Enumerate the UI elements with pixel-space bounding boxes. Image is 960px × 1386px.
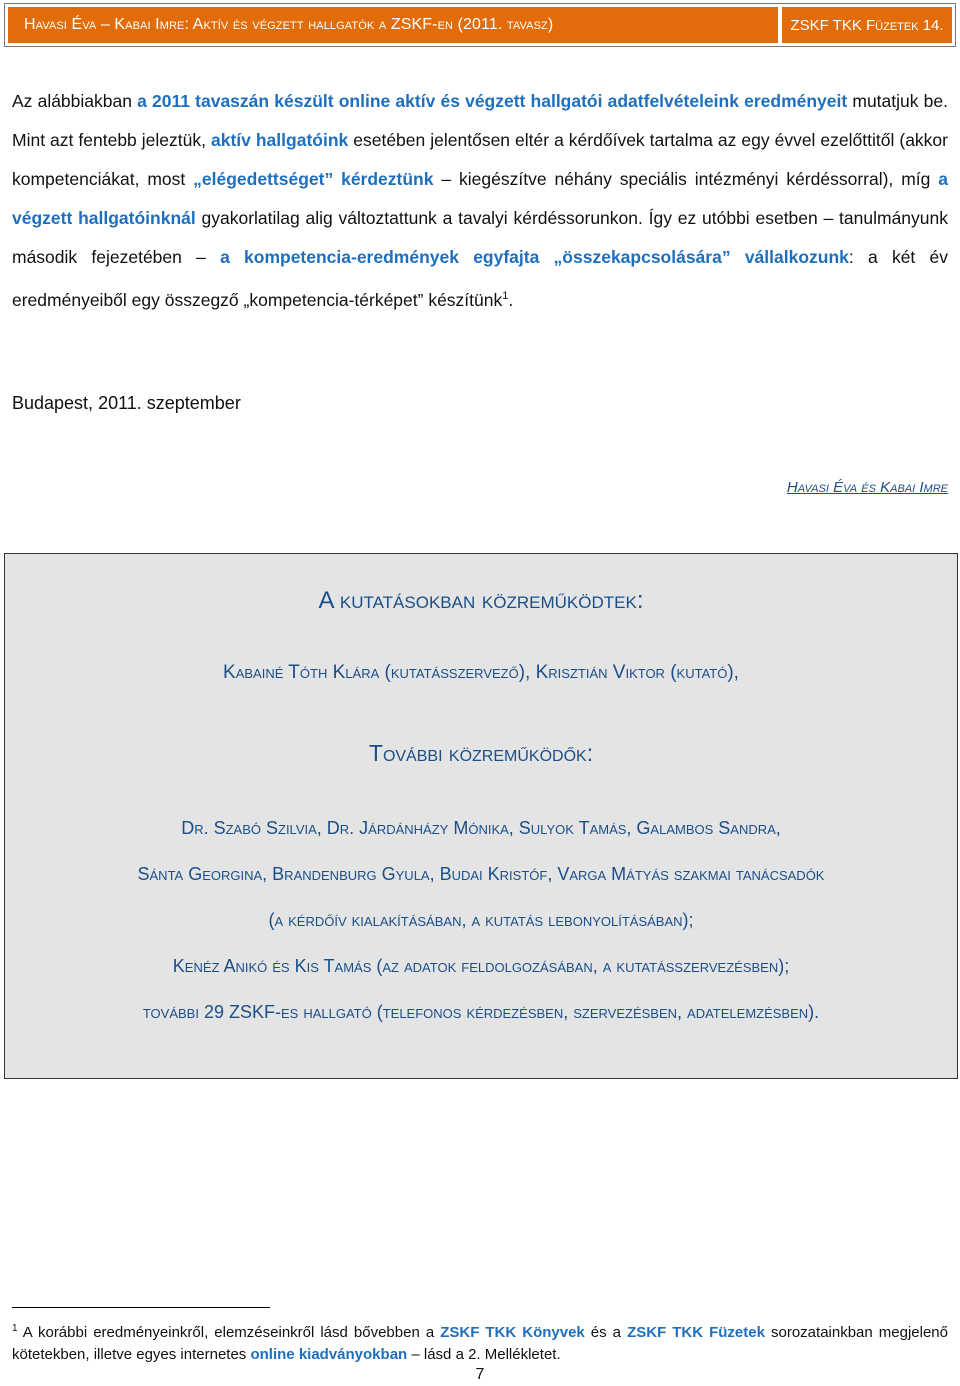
contributors-line: további 29 ZSKF-es hallgató (telefonos kérdezésben, szervezésben, adatelemzésben). xyxy=(142,1002,820,1022)
highlight-run: aktív hallgatóink xyxy=(210,130,349,150)
footnote-divider xyxy=(12,1307,270,1308)
contributors-title: A kutatásokban közreműködtek: xyxy=(318,587,644,614)
text-run: – kiegészítve néhány speciális intézményi kérdéssorral), míg xyxy=(433,169,939,189)
text-run: mutatjuk be. Mint azt fentebb jeleztük, xyxy=(12,91,948,150)
page-number: 7 xyxy=(475,1366,485,1383)
contributors-line: Dr. Szabó Szilvia, Dr. Járdánházy Mónika, Sulyok Tamás, Galambos Sandra, xyxy=(181,818,781,838)
contributors-line: (a kérdőív kialakításában, a kutatás lebonyolításában); xyxy=(268,910,694,930)
text-run: és a xyxy=(584,1324,628,1341)
highlight-run: a kompetencia-eredmények egyfajta „összekapcsolására” vállalkozunk xyxy=(220,247,849,267)
text-run: Az alábbiakban xyxy=(12,91,138,111)
text-run: . xyxy=(508,289,514,310)
page-header xyxy=(4,3,956,47)
contributors-box xyxy=(4,553,958,1079)
text-run: – lásd a 2. Mellékletet. xyxy=(407,1346,561,1363)
highlight-run: a 2011 tavaszán készült online aktív és végzett hallgatói adatfelvételeink eredményeit xyxy=(137,91,848,111)
highlight-run: „elégedettséget” kérdeztünk xyxy=(193,169,434,189)
further-contributors-title: További közreműködők: xyxy=(368,740,594,766)
link-books[interactable]: ZSKF TKK Könyvek xyxy=(440,1324,585,1341)
author-signature: Havasi Éva és Kabai Imre xyxy=(786,479,948,496)
link-booklets[interactable]: ZSKF TKK Füzetek xyxy=(627,1324,765,1341)
text-run: esetében jelentősen eltér a kérdőívek tartalma az egy évvel ezelőttitől (akkor kompetenciákat, most xyxy=(12,130,948,189)
header-series: ZSKF TKK Füzetek 14. xyxy=(782,7,952,43)
intro-paragraph xyxy=(12,82,948,320)
header-title: Havasi Éva – Kabai Imre: Aktív és végzett hallgatók a ZSKF-en (2011. tavasz) xyxy=(8,7,778,43)
footnote-number: 1 xyxy=(12,1323,18,1334)
text-run: : a két év eredményeiből egy összegző „kompetencia-térképet” készítünk xyxy=(12,247,948,310)
highlight-run: a végzett hallgatóinknál xyxy=(12,169,948,228)
lead-researchers: Kabainé Tóth Klára (kutatásszervező), Krisztián Viktor (kutató), xyxy=(223,662,739,683)
footnote-ref[interactable]: 1 xyxy=(502,290,509,302)
place-date: Budapest, 2011. szeptember xyxy=(12,393,241,413)
footnote xyxy=(12,1318,948,1366)
text-run: gyakorlatilag alig változtattunk a tavalyi kérdéssorunkon. Így ez utóbbi esetben – tanulmányunk második fejezetében – xyxy=(12,208,948,267)
contributors-line: Kenéz Anikó és Kis Tamás (az adatok feldolgozásában, a kutatásszervezésben); xyxy=(172,956,790,976)
contributors-line: Sánta Georgina, Brandenburg Gyula, Budai Kristóf, Varga Mátyás szakmai tanácsadók xyxy=(137,864,825,884)
text-run: A korábbi eredményeinkről, elemzéseinkről lásd bővebben a xyxy=(17,1324,441,1341)
link-online-publications[interactable]: online kiadványokban xyxy=(250,1346,408,1363)
text-run: sorozatainkban megjelenő kötetekben, illetve egyes internetes xyxy=(12,1324,948,1363)
